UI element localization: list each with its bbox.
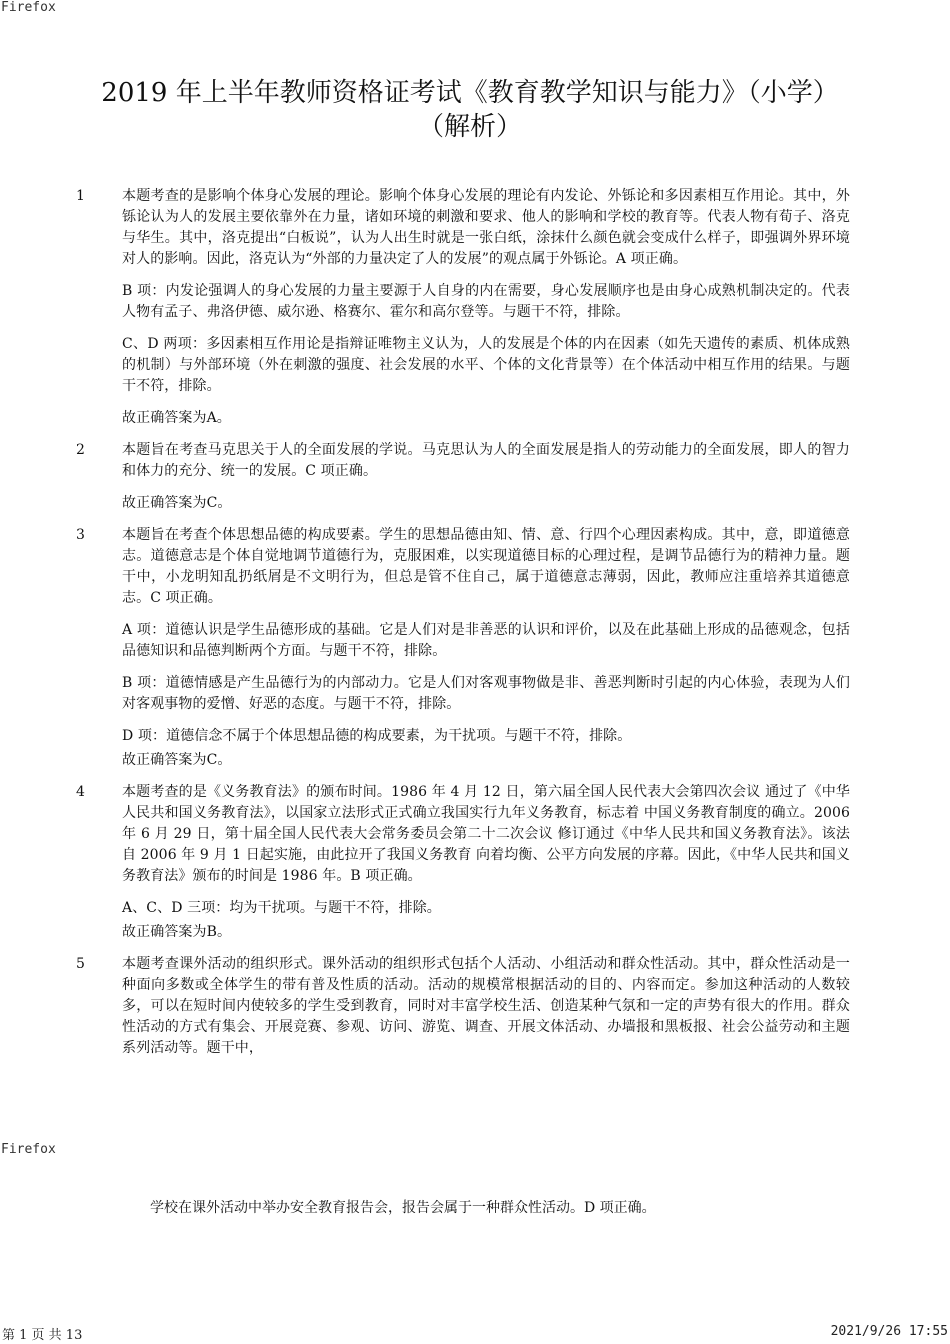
answer-line: 故正确答案为A。	[122, 410, 231, 426]
question-item	[0, 525, 950, 771]
continuation-text: 学校在课外活动中举办安全教育报告会，报告会属于一种群众性活动。D 项正确。	[150, 1200, 656, 1216]
answer-line: 故正确答案为B。	[122, 924, 232, 940]
question-number: 2	[76, 442, 85, 458]
explanation-paragraph: 本题考查的是影响个体身心发展的理论。影响个体身心发展的理论有内发论、外铄论和多因素相互作用论。其中，外铄论认为人的发展主要依靠外在力量，诸如环境的刺激和要求、他人的影响和学校的教育等。代表人物有荀子、洛克与华生。其中，洛克提出“白板说”，认为人出生时就是一张白纸，涂抹什么颜色就会变成什么样子，即强调外界环境对人的影响。因此，洛克认为“外部的力量决定了人的发展”的观点属于外铄论。A 项正确。	[122, 188, 850, 267]
question-explanation	[122, 954, 850, 1059]
answer-line: 故正确答案为C。	[122, 495, 232, 511]
question-item	[0, 440, 950, 514]
answer-line: 故正确答案为C。	[122, 752, 232, 768]
explanation-paragraph: D 项：道德信念不属于个体思想品德的构成要素，为干扰项。与题干不符，排除。	[122, 728, 632, 744]
question-item	[0, 186, 950, 429]
explanation-paragraph: C、D 两项：多因素相互作用论是指辩证唯物主义认为，人的发展是个体的内在因素（如先天遗传的素质、机体成熟的机制）与外部环境（外在刺激的强度、社会发展的水平、个体的文化背景等）在个体活动中相互作用的结果。与题干不符，排除。	[122, 336, 850, 394]
explanation-paragraph: 本题考查课外活动的组织形式。课外活动的组织形式包括个人活动、小组活动和群众性活动。其中，群众性活动是一种面向多数或全体学生的带有普及性质的活动。活动的规模常根据活动的目的、内容而定。参加这种活动的人数较多，可以在短时间内使较多的学生受到教育，同时对丰富学校生活、创造某种气氛和一定的声势有很大的作用。群众性活动的方式有集会、开展竞赛、参观、访问、游览、调查、开展文体活动、办墙报和黑板报、社会公益劳动和主题系列活动等。题干中，	[122, 956, 850, 1056]
question-list	[0, 186, 950, 1070]
document-title: 2019 年上半年教师资格证考试《教育教学知识与能力》（小学）（解析）	[101, 78, 839, 142]
question-number: 3	[76, 527, 85, 543]
question-item	[0, 782, 950, 943]
question-explanation	[122, 525, 850, 771]
explanation-paragraph: A 项：道德认识是学生品德形成的基础。它是人们对是非善恶的认识和评价，以及在此基础上形成的品德观念，包括品德知识和品德判断两个方面。与题干不符，排除。	[122, 622, 850, 659]
question-explanation	[122, 186, 850, 429]
explanation-paragraph: 本题旨在考查马克思关于人的全面发展的学说。马克思认为人的全面发展是指人的劳动能力的全面发展，即人的智力和体力的充分、统一的发展。C 项正确。	[122, 442, 850, 479]
browser-label: Firefox	[1, 0, 56, 15]
browser-label-repeat: Firefox	[1, 1142, 56, 1157]
question-item	[0, 954, 950, 1059]
question-number: 4	[76, 784, 85, 800]
question-explanation	[122, 782, 850, 943]
explanation-paragraph: B 项：内发论强调人的身心发展的力量主要源于人自身的内在需要，身心发展顺序也是由身心成熟机制决定的。代表人物有孟子、弗洛伊德、威尔逊、格赛尔、霍尔和高尔登等。与题干不符，排除。	[122, 283, 850, 320]
explanation-paragraph: A、C、D 三项：均为干扰项。与题干不符，排除。	[122, 900, 441, 916]
explanation-paragraph: 本题旨在考查个体思想品德的构成要素。学生的思想品德由知、情、意、行四个心理因素构成。其中，意，即道德意志。道德意志是个体自觉地调节道德行为，克服困难，以实现道德目标的心理过程，是调节品德行为的精神力量。题干中，小龙明知乱扔纸屑是不文明行为，但总是管不住自己，属于道德意志薄弱，因此，教师应注重培养其道德意志。C 项正确。	[122, 527, 850, 606]
question-number: 1	[76, 188, 85, 204]
question-number: 5	[76, 956, 85, 972]
question-explanation	[122, 440, 850, 514]
explanation-paragraph: 本题考查的是《义务教育法》的颁布时间。1986 年 4 月 12 日，第六届全国人民代表大会第四次会议 通过了《中华人民共和国义务教育法》，以国家立法形式正式确立我国实行九年义务教育，标志着 中国义务教育制度的确立。2006 年 6 月 29 日，第十届全国人民代表大会常务委员会第二十二次会议 修订通过《中华人民共和国义务教育法》。该法自 2006 年 9 月 1 日起实施，由此拉开了我国义务教育 向着均衡、公平方向发展的序幕。因此，《中华人民共和国义务教育法》颁布的时间是 1986 年。B 项正确。	[122, 784, 850, 884]
page-number: 第 1 页 共 13	[2, 1328, 83, 1343]
explanation-paragraph: B 项：道德情感是产生品德行为的内部动力。它是人们对客观事物做是非、善恶判断时引起的内心体验，表现为人们对客观事物的爱憎、好恶的态度。与题干不符，排除。	[122, 675, 850, 712]
print-datetime: 2021/9/26 17:55	[830, 1324, 948, 1339]
